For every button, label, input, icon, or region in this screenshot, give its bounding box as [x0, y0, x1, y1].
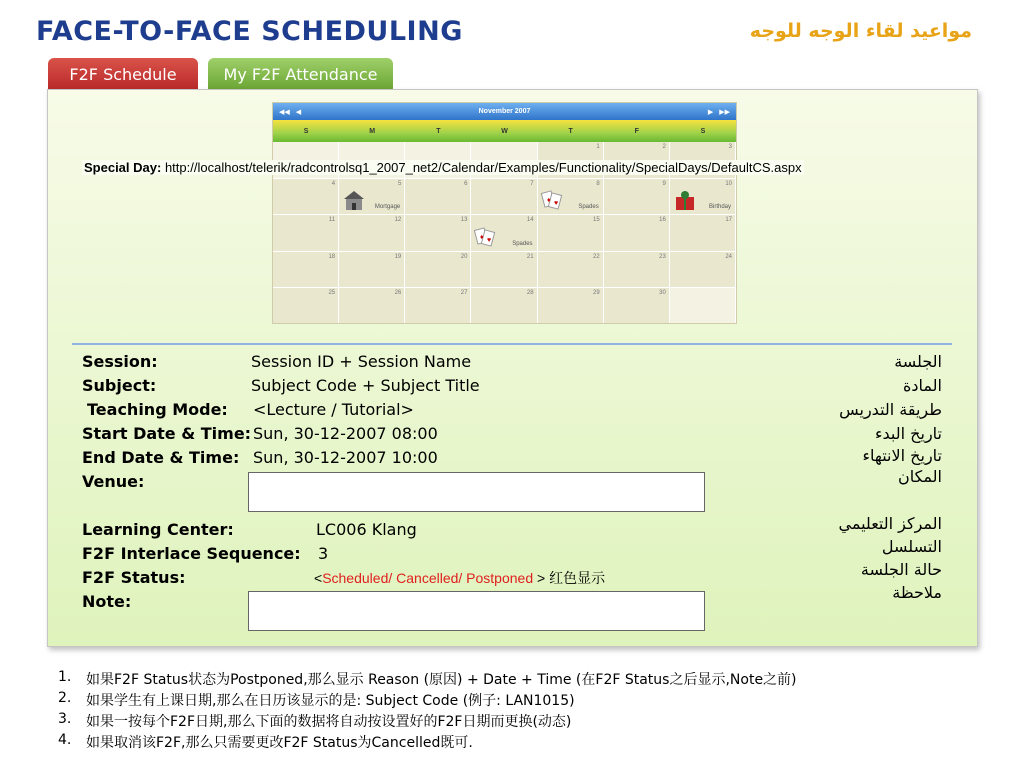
- teaching-mode-label: Teaching Mode:: [87, 400, 228, 419]
- calendar-day-number: 5: [397, 180, 402, 187]
- calendar-day-cell[interactable]: [538, 252, 604, 289]
- calendar-day-cell[interactable]: [273, 288, 339, 324]
- calendar-day-cell[interactable]: [339, 215, 405, 252]
- calendar-day-number: 9: [662, 180, 666, 187]
- calendar-day-cell[interactable]: [273, 215, 339, 252]
- learning-center-label-ar: المركز التعليمي: [838, 514, 942, 533]
- calendar-day-number: 22: [593, 253, 600, 260]
- calendar-day-number: 3: [728, 144, 732, 150]
- calendar-day-number: 10: [725, 180, 732, 187]
- svg-text:♥: ♥: [487, 236, 492, 244]
- calendar-day-number: 27: [460, 290, 468, 296]
- teaching-mode-value: <Lecture / Tutorial>: [253, 400, 414, 419]
- f2f-status-value-line: [314, 568, 605, 588]
- note-number: 1.: [58, 669, 72, 685]
- interlace-sequence-value: 3: [318, 544, 329, 563]
- calendar-day-cell[interactable]: [405, 179, 471, 216]
- end-datetime-value: Sun, 30-12-2007 10:00: [253, 448, 438, 467]
- calendar-day-cell[interactable]: [538, 288, 604, 324]
- calendar-day-header: T: [568, 127, 573, 135]
- note-label-ar: ملاحظة: [892, 583, 942, 602]
- calendar-day-number: 28: [526, 290, 534, 296]
- list-item: [58, 732, 958, 753]
- calendar-day-cell[interactable]: [604, 215, 670, 252]
- calendar-day-header: S: [700, 127, 706, 135]
- calendar-day-number: 20: [460, 253, 468, 260]
- prev-year-icon[interactable]: ◀◀: [279, 108, 290, 116]
- end-datetime-label: End Date & Time:: [82, 448, 240, 467]
- calendar-day-cell[interactable]: [339, 179, 405, 216]
- svg-text:♦: ♦: [546, 197, 551, 204]
- calendar-day-number: 25: [328, 290, 336, 296]
- f2f-status-label-ar: حالة الجلسة: [860, 560, 942, 579]
- special-day-url[interactable]: http://localhost/telerik/radcontrolsq1_2007_net2/Calendar/Examples/Functionality/SpecialDays/DefaultCS.aspx: [164, 160, 802, 175]
- calendar-day-number: 6: [464, 180, 468, 187]
- calendar-day-header: S: [303, 127, 309, 135]
- calendar-day-cell[interactable]: [471, 179, 537, 216]
- calendar-day-header: W: [501, 127, 508, 135]
- calendar-day-cell[interactable]: [471, 288, 537, 324]
- calendar-day-cell[interactable]: [273, 252, 339, 289]
- calendar-day-number: 17: [725, 217, 732, 223]
- session-label: Session:: [82, 352, 158, 371]
- special-day-line: [82, 160, 804, 175]
- f2f-status-value: Scheduled/ Cancelled/ Postponed: [322, 570, 534, 586]
- calendar-day-number: 18: [328, 253, 336, 260]
- list-item: [58, 690, 958, 711]
- calendar-day-cell[interactable]: [538, 215, 604, 252]
- note-text: 如果一按每个F2F日期,那么下面的数据将自动按设置好的F2F日期而更换(动态): [86, 714, 572, 730]
- calendar-day-cell[interactable]: [339, 252, 405, 289]
- calendar-day-cell[interactable]: [405, 252, 471, 289]
- calendar-event-label: Spades: [578, 204, 599, 210]
- calendar-day-cell[interactable]: [405, 215, 471, 252]
- arabic-page-title: مواعيد لقاء الوجه للوجه: [749, 20, 972, 42]
- calendar-day-cell[interactable]: [670, 215, 736, 252]
- svg-text:♦: ♦: [480, 233, 484, 241]
- calendar-day-number: 7: [530, 180, 534, 187]
- calendar-header: [273, 103, 736, 120]
- tab-my-f2f-attendance[interactable]: My F2F Attendance: [208, 58, 393, 90]
- calendar-day-number: 14: [526, 217, 534, 223]
- calendar-day-number: 12: [394, 217, 402, 223]
- subject-label-ar: المادة: [903, 376, 942, 395]
- note-number: 4.: [58, 732, 72, 748]
- list-item: [58, 711, 958, 732]
- calendar-day-cell[interactable]: [604, 252, 670, 289]
- calendar-day-header: M: [369, 127, 376, 135]
- gift-icon: [673, 189, 697, 211]
- learning-center-label: Learning Center:: [82, 520, 234, 539]
- calendar-day-headers: [273, 120, 736, 142]
- note-text: 如果学生有上课日期,那么在日历该显示的是: Subject Code (例子: LAN1015): [86, 693, 575, 709]
- venue-label-ar: المكان: [897, 467, 942, 486]
- tab-f2f-schedule[interactable]: F2F Schedule: [48, 58, 198, 90]
- calendar-day-number: 16: [659, 217, 666, 223]
- calendar-day-number: 1: [596, 144, 600, 150]
- calendar-day-cell[interactable]: [471, 252, 537, 289]
- house-icon: [342, 189, 366, 211]
- session-label-ar: الجلسة: [894, 352, 942, 371]
- calendar-day-number: 29: [593, 290, 600, 296]
- calendar: [272, 102, 737, 324]
- calendar-day-number: 8: [596, 180, 600, 187]
- note-number: 2.: [58, 690, 72, 706]
- calendar-day-cell[interactable]: [339, 288, 405, 324]
- cards-icon: [541, 189, 565, 211]
- f2f-status-label: F2F Status:: [82, 568, 186, 587]
- note-text: 如果F2F Status状态为Postponed,那么显示 Reason (原因) + Date + Time (在F2F Status之后显示,Note之前): [86, 672, 797, 688]
- start-datetime-label: Start Date & Time:: [82, 424, 252, 443]
- calendar-day-number: 11: [328, 217, 336, 223]
- requirements-notes-list: [58, 669, 958, 753]
- calendar-day-cell[interactable]: [405, 288, 471, 324]
- calendar-day-header: F: [634, 127, 639, 135]
- calendar-day-number: 4: [331, 180, 336, 187]
- calendar-day-number: 21: [526, 253, 534, 260]
- subject-label: Subject:: [82, 376, 157, 395]
- start-datetime-value: Sun, 30-12-2007 08:00: [253, 424, 438, 443]
- calendar-day-number: 30: [659, 290, 666, 296]
- calendar-day-cell[interactable]: [538, 179, 604, 216]
- calendar-event-label: Mortgage: [374, 204, 401, 210]
- special-day-label: Special Day:: [84, 160, 162, 175]
- interlace-sequence-label-ar: التسلسل: [881, 537, 942, 556]
- note-label: Note:: [82, 592, 132, 611]
- note-number: 3.: [58, 711, 72, 727]
- calendar-day-number: 24: [725, 253, 732, 260]
- start-datetime-label-ar: تاريخ البدء: [875, 424, 942, 443]
- session-value: Session ID + Session Name: [251, 352, 472, 371]
- calendar-day-cell[interactable]: [604, 179, 670, 216]
- next-year-icon[interactable]: ▶▶: [719, 108, 730, 116]
- calendar-day-number: 19: [394, 253, 402, 260]
- list-item: [58, 669, 958, 690]
- calendar-day-number: 23: [659, 253, 666, 260]
- learning-center-value: LC006 Klang: [316, 520, 417, 539]
- next-month-icon[interactable]: ▶: [707, 108, 714, 116]
- cards-icon: [474, 226, 498, 248]
- svg-text:♥: ♥: [553, 200, 558, 207]
- end-datetime-label-ar: تاريخ الانتهاء: [862, 446, 942, 465]
- f2f-status-open: <: [314, 570, 323, 586]
- calendar-month-label: November 2007: [478, 108, 531, 115]
- calendar-day-cell[interactable]: [471, 215, 537, 252]
- section-divider: [72, 343, 952, 345]
- calendar-day-cell[interactable]: [670, 288, 736, 324]
- teaching-mode-label-ar: طريقة التدريس: [839, 400, 942, 419]
- f2f-status-note: > 红色显示: [533, 570, 606, 586]
- calendar-day-header: T: [436, 127, 441, 135]
- calendar-day-cell[interactable]: [670, 252, 736, 289]
- calendar-day-cell[interactable]: [273, 179, 339, 216]
- prev-month-icon[interactable]: ◀: [295, 108, 302, 116]
- calendar-day-number: 13: [460, 217, 468, 223]
- calendar-day-number: 2: [662, 144, 666, 150]
- page-title: FACE-TO-FACE SCHEDULING: [36, 16, 463, 47]
- calendar-day-number: 26: [394, 290, 402, 296]
- interlace-sequence-label: F2F Interlace Sequence:: [82, 544, 301, 563]
- calendar-event-label: Spades: [512, 240, 533, 247]
- venue-label: Venue:: [82, 472, 145, 491]
- calendar-day-number: 15: [593, 217, 600, 223]
- note-text: 如果取消该F2F,那么只需要更改F2F Status为Cancelled既可.: [86, 735, 473, 751]
- calendar-day-cell[interactable]: [670, 179, 736, 216]
- calendar-event-label: Birthday: [708, 204, 731, 210]
- note-field[interactable]: [248, 591, 705, 631]
- venue-field[interactable]: [248, 472, 705, 512]
- calendar-day-cell[interactable]: [604, 288, 670, 324]
- subject-value: Subject Code + Subject Title: [251, 376, 480, 395]
